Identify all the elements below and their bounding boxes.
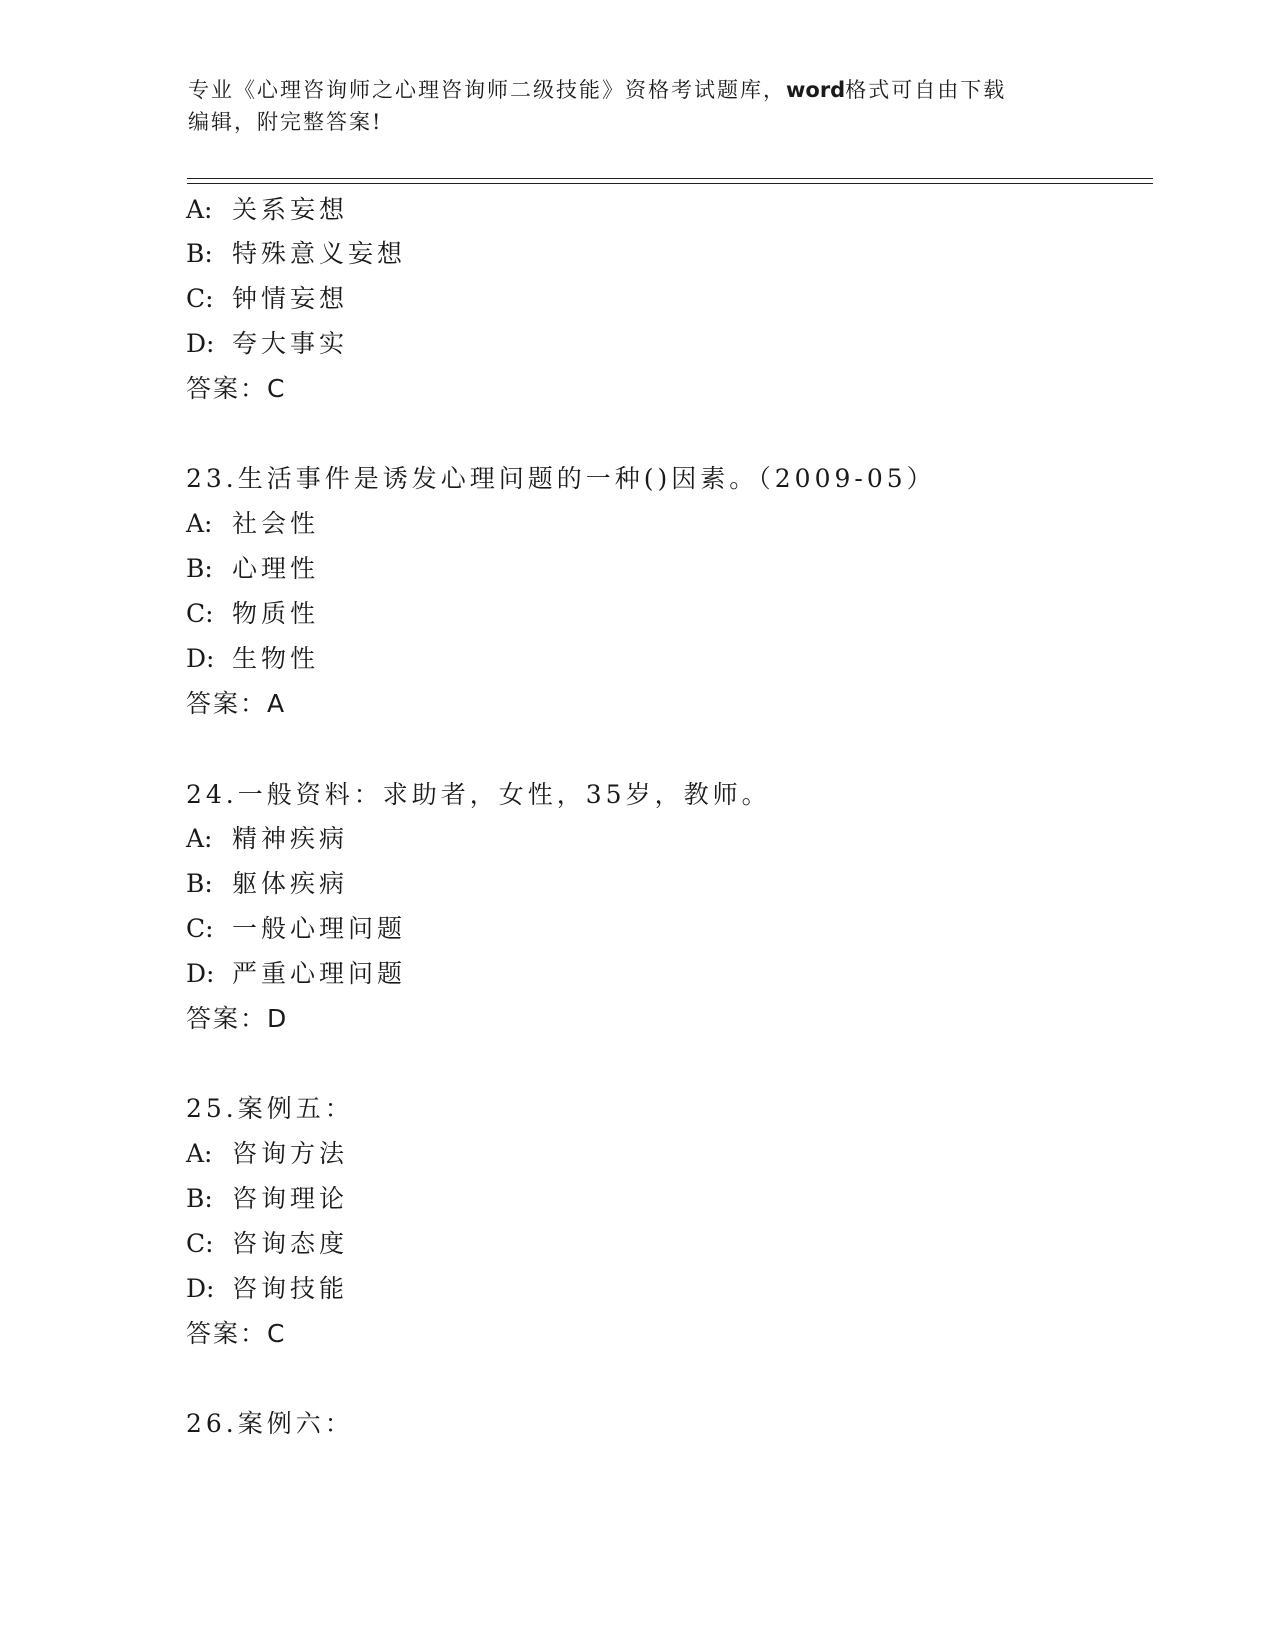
header-line-1-pre: 专业《心理咨询师之心理咨询师二级技能》资格考试题库， — [188, 78, 786, 102]
q25-option-d — [186, 1273, 348, 1305]
option-key: B: — [186, 554, 213, 583]
q22-option-b — [186, 238, 406, 270]
header-divider-bottom — [187, 183, 1153, 184]
option-text: 钟情妄想 — [232, 284, 349, 313]
option-text: 生物性 — [232, 644, 320, 673]
q23-answer: 答案：A — [186, 689, 287, 718]
option-text: 咨询方法 — [232, 1139, 349, 1168]
option-text: 咨询态度 — [232, 1229, 349, 1258]
option-text: 心理性 — [232, 554, 320, 583]
q23-option-a — [186, 508, 319, 540]
option-text: 严重心理问题 — [232, 959, 407, 988]
option-key: C: — [186, 284, 214, 313]
option-text: 物质性 — [232, 599, 320, 628]
option-text: 躯体疾病 — [232, 869, 349, 898]
q25-option-a — [186, 1138, 348, 1170]
option-key: A: — [186, 1139, 213, 1168]
option-key: B: — [186, 869, 213, 898]
header-divider-top — [187, 178, 1153, 179]
q25-option-c — [186, 1228, 348, 1260]
option-text: 一般心理问题 — [232, 914, 407, 943]
option-text: 精神疾病 — [232, 824, 349, 853]
option-key: D: — [186, 1274, 215, 1303]
option-key: C: — [186, 599, 214, 628]
option-key: B: — [186, 1184, 213, 1213]
q24-stem: 24.一般资料：求助者，女性，35岁，教师。 — [186, 780, 771, 809]
header-line-1-post: 格式可自由下载 — [845, 78, 1007, 102]
q23-stem: 23.生活事件是诱发心理问题的一种()因素。（2009-05） — [186, 464, 936, 493]
option-key: A: — [186, 824, 213, 853]
q22-answer: 答案：C — [186, 374, 287, 403]
q22-option-d — [186, 328, 348, 360]
q23-option-d — [186, 643, 319, 675]
option-key: A: — [186, 509, 213, 538]
option-key: C: — [186, 1229, 214, 1258]
option-text: 关系妄想 — [232, 195, 349, 224]
q24-option-d — [186, 958, 406, 990]
document-header — [188, 74, 1088, 138]
option-text: 特殊意义妄想 — [232, 239, 407, 268]
option-text: 社会性 — [232, 509, 320, 538]
option-key: D: — [186, 959, 215, 988]
option-text: 夸大事实 — [232, 329, 349, 358]
q24-option-c — [186, 913, 406, 945]
option-text: 咨询理论 — [232, 1184, 349, 1213]
q24-option-a — [186, 823, 348, 855]
option-key: D: — [186, 644, 215, 673]
q25-stem: 25.案例五： — [186, 1094, 354, 1123]
q22-option-c — [186, 283, 348, 315]
header-line-1 — [188, 74, 1088, 106]
q25-answer: 答案：C — [186, 1319, 287, 1348]
q26-stem: 26.案例六： — [186, 1409, 354, 1438]
q25-option-b — [186, 1183, 348, 1215]
option-key: A: — [186, 195, 213, 224]
q23-option-c — [186, 598, 319, 630]
q23-option-b — [186, 553, 319, 585]
option-key: D: — [186, 329, 215, 358]
header-line-2: 编辑，附完整答案! — [188, 110, 383, 134]
q22-option-a — [186, 194, 348, 226]
option-key: B: — [186, 239, 213, 268]
q24-option-b — [186, 868, 348, 900]
q24-answer: 答案：D — [186, 1004, 289, 1033]
header-line-1-latin: word — [786, 78, 846, 102]
option-key: C: — [186, 914, 214, 943]
option-text: 咨询技能 — [232, 1274, 349, 1303]
